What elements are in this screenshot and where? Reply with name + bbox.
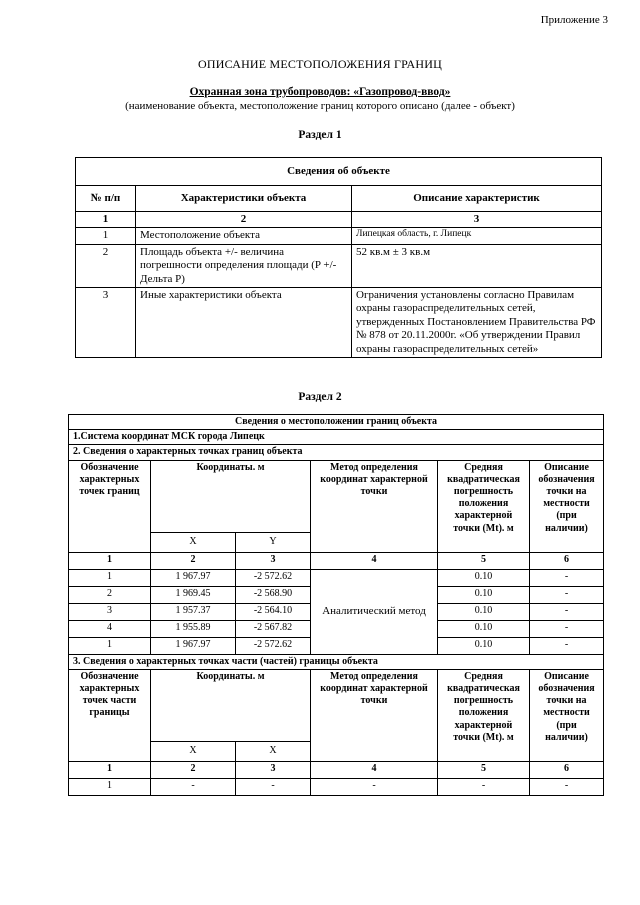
point-x: 1 967.97: [151, 637, 236, 654]
point-y: -2 572.62: [236, 569, 311, 586]
object-name-text: Охранная зона трубопроводов: «Газопровод-ввод»: [189, 86, 451, 98]
header-coordinates: Координаты. м: [151, 669, 311, 741]
colnum: 5: [438, 761, 530, 778]
table-row: [76, 288, 602, 358]
header-x: X: [151, 532, 236, 552]
point-y: -2 568.90: [236, 586, 311, 603]
table1-title: Сведения об объекте: [76, 158, 602, 186]
table-row: [76, 228, 602, 244]
header-method: Метод определения координат характерной точки: [311, 669, 438, 761]
colnum: 3: [352, 212, 602, 228]
point-num: 2: [69, 586, 151, 603]
colnum: 1: [69, 552, 151, 569]
point-mt: 0.10: [438, 569, 530, 586]
header-error: Средняя квадратическая погрешность положения характерной точки (Mt). м: [438, 460, 530, 552]
colnum: 3: [236, 761, 311, 778]
colnum: 1: [76, 212, 136, 228]
part-cell: 1: [69, 778, 151, 795]
object-info-table: [75, 157, 602, 358]
header-coordinates: Координаты. м: [151, 460, 311, 532]
section2-label: Раздел 2: [298, 391, 342, 403]
colnum: 2: [136, 212, 352, 228]
part2-title: 2. Сведения о характерных точках границ объекта: [69, 445, 604, 460]
header-x: X: [151, 741, 236, 761]
header-description: Описание характеристик: [352, 186, 602, 212]
header-error: Средняя квадратическая погрешность положения характерной точки (Mt). м: [438, 669, 530, 761]
row-num: 3: [76, 288, 136, 358]
table2-title: Сведения о местоположении границ объекта: [69, 415, 604, 430]
table-row: [69, 569, 604, 586]
colnum: 4: [311, 761, 438, 778]
header-characteristic: Характеристики объекта: [136, 186, 352, 212]
colnum: 5: [438, 552, 530, 569]
part3-title: 3. Сведения о характерных точках части (частей) границы объекта: [69, 654, 604, 669]
point-mt: 0.10: [438, 637, 530, 654]
point-y: -2 564.10: [236, 603, 311, 620]
point-num: 1: [69, 637, 151, 654]
header-desc: Описание обозначения точки на местности (при наличии): [530, 669, 604, 761]
point-x: 1 957.37: [151, 603, 236, 620]
colnum: 1: [69, 761, 151, 778]
method-cell: Аналитический метод: [311, 569, 438, 654]
table-row: [69, 778, 604, 795]
point-num: 1: [69, 569, 151, 586]
appendix-label: Приложение 3: [540, 14, 608, 26]
point-y: -2 572.62: [236, 637, 311, 654]
colnum: 2: [151, 552, 236, 569]
point-y: -2 567.82: [236, 620, 311, 637]
point-num: 3: [69, 603, 151, 620]
point-desc: -: [530, 586, 604, 603]
row-characteristic: Местоположение объекта: [136, 228, 352, 244]
header-num: № п/п: [76, 186, 136, 212]
coord-system: 1.Система координат МСК города Липецк: [69, 430, 604, 445]
row-num: 1: [76, 228, 136, 244]
point-mt: 0.10: [438, 620, 530, 637]
part-cell: -: [438, 778, 530, 795]
point-desc: -: [530, 569, 604, 586]
table-row: [76, 244, 602, 287]
colnum: 4: [311, 552, 438, 569]
header-method: Метод определения координат характерной точки: [311, 460, 438, 552]
header-point-part: Обозначение характерных точек части границы: [69, 669, 151, 761]
row-description: Липецкая область, г. Липецк: [352, 228, 602, 244]
row-description: Ограничения установлены согласно Правилам охраны газораспределительных сетей, утвержденных Постановлением Правительства РФ № 878 от 20.11.2000г. «Об утверждении Правил охраны газораспределительных сетей»: [352, 288, 602, 358]
row-characteristic: Иные характеристики объекта: [136, 288, 352, 358]
point-num: 4: [69, 620, 151, 637]
header-point: Обозначение характерных точек границ: [69, 460, 151, 552]
colnum: 2: [151, 761, 236, 778]
point-mt: 0.10: [438, 586, 530, 603]
point-desc: -: [530, 603, 604, 620]
point-x: 1 969.45: [151, 586, 236, 603]
part-cell: -: [311, 778, 438, 795]
header-y: Y: [236, 532, 311, 552]
row-num: 2: [76, 244, 136, 287]
colnum: 6: [530, 761, 604, 778]
colnum: 6: [530, 552, 604, 569]
document-title: ОПИСАНИЕ МЕСТОПОЛОЖЕНИЯ ГРАНИЦ: [198, 57, 442, 71]
point-desc: -: [530, 620, 604, 637]
row-description: 52 кв.м ± 3 кв.м: [352, 244, 602, 287]
header-desc: Описание обозначения точки на местности (при наличии): [530, 460, 604, 552]
point-mt: 0.10: [438, 603, 530, 620]
object-name: [0, 86, 640, 98]
row-characteristic: Площадь объекта +/- величина погрешности определения площади (P +/- Дельта P): [136, 244, 352, 287]
header-x2: X: [236, 741, 311, 761]
boundary-table: [68, 414, 604, 796]
point-desc: -: [530, 637, 604, 654]
part-cell: -: [236, 778, 311, 795]
point-x: 1 955.89: [151, 620, 236, 637]
colnum: 3: [236, 552, 311, 569]
part-cell: -: [530, 778, 604, 795]
part-cell: -: [151, 778, 236, 795]
point-x: 1 967.97: [151, 569, 236, 586]
section1-label: Раздел 1: [298, 129, 342, 141]
object-note: (наименование объекта, местоположение границ которого описано (далее - объект): [125, 100, 515, 112]
